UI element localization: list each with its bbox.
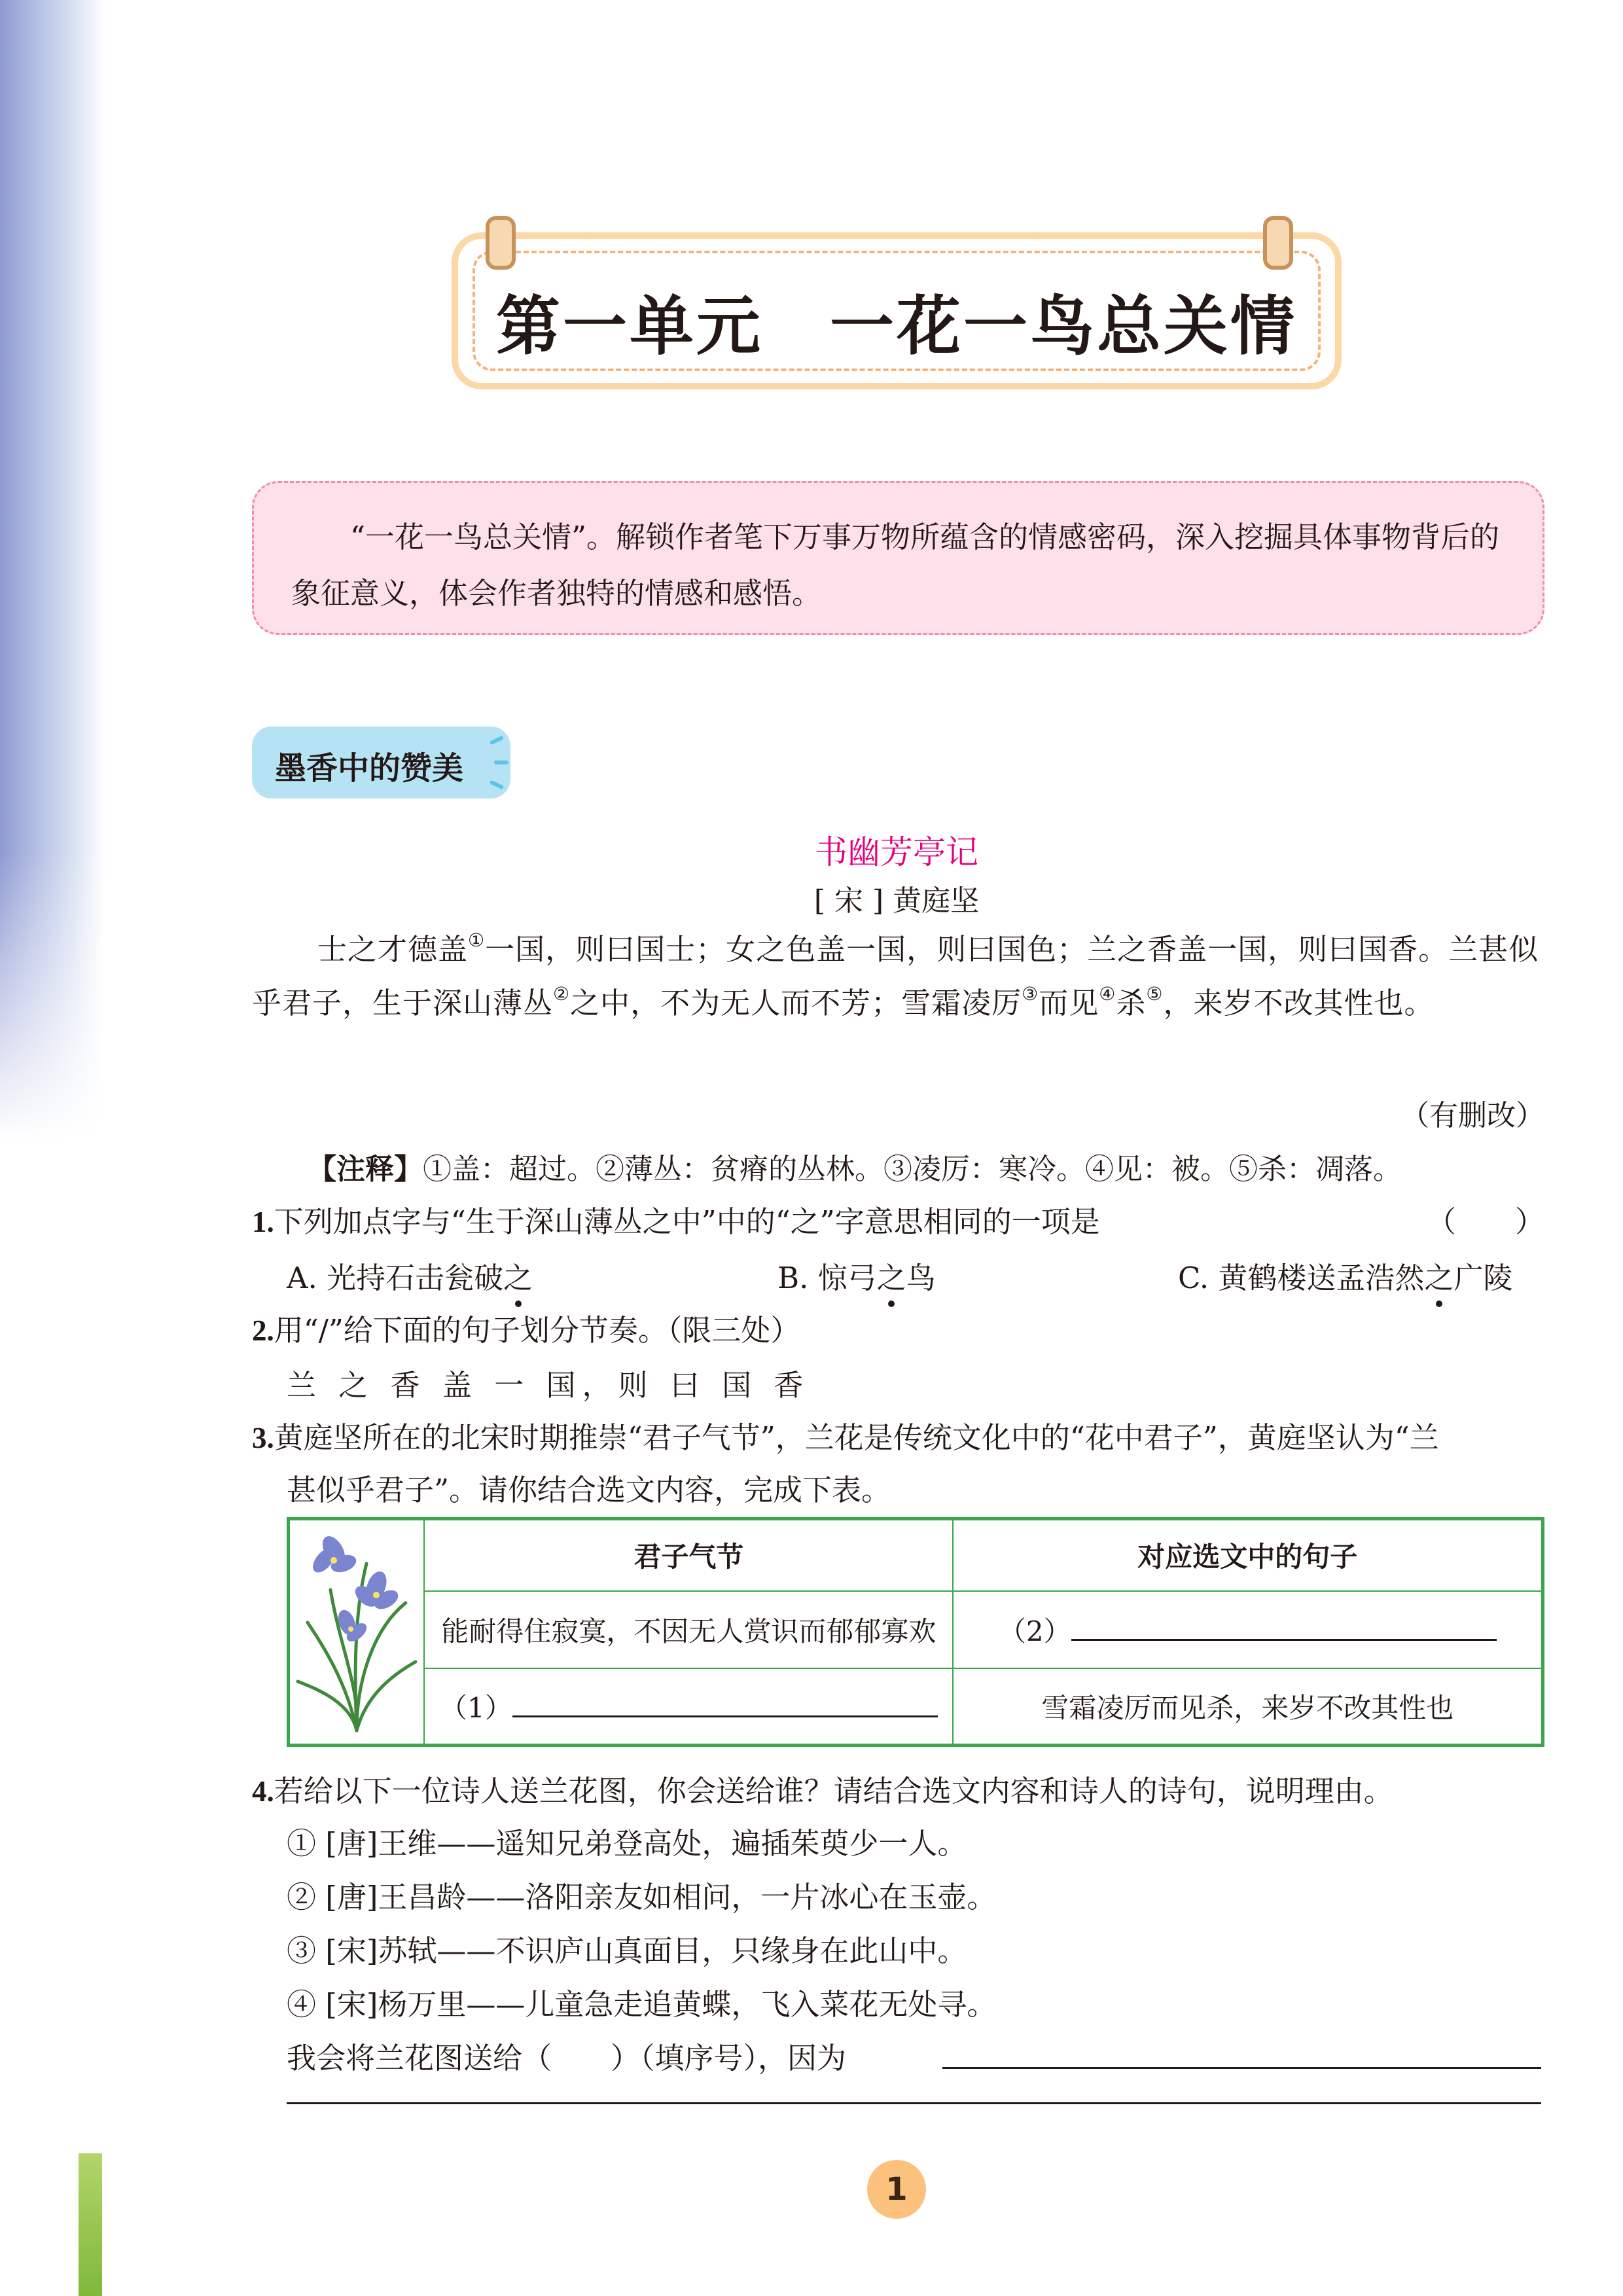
answer-blank-1[interactable] [512, 1689, 938, 1717]
poem-title: 书幽芳亭记 [815, 833, 978, 871]
question-4-option: ④ [宋]杨万里——儿童急走追黄蝶，飞入菜花无处寻。 [287, 1987, 997, 2022]
side-decoration-fade [0, 851, 105, 2296]
paper-clip-icon [1263, 216, 1293, 270]
question-1-option-a: A. 光持石击瓮破之 [287, 1261, 533, 1295]
poem-author: [ 宋 ] 黄庭坚 [813, 884, 980, 918]
table-cell-r1c2: （2） [953, 1591, 1543, 1668]
question-3-cont: 甚似乎君子”。请你结合选文内容，完成下表。 [287, 1473, 891, 1507]
annotations: 【注释】①盖：超过。②薄丛：贫瘠的丛林。③凌厉：寒冷。④见：被。⑤杀：凋落。 [308, 1153, 1402, 1186]
poem-body: 士之才德盖①一国，则曰国士；女之色盖一国，则曰国色；兰之香盖一国，则曰国香。兰甚似乎君子，生于深山薄丛②之中，不为无人而不芳；雪霜凌厉③而见④杀⑤，来岁不改其性也。 [252, 929, 1539, 1020]
answer-line-1[interactable] [942, 2067, 1541, 2069]
question-2: 2.用“/”给下面的句子划分节奏。（限三处） [252, 1313, 800, 1348]
intro-text: “一花一鸟总关情”。解锁作者笔下万事万物所蕴含的情感密码，深入挖掘具体事物背后的象征意义，体会作者独特的情感和感悟。 [291, 520, 1500, 611]
question-4-option: ③ [宋]苏轼——不识庐山真面目，只缘身在此山中。 [287, 1933, 967, 1968]
table-cell-r2c1: （1） [424, 1668, 953, 1746]
question-2-sentence: 兰 之 香 盖 一 国，则 曰 国 香 [287, 1368, 810, 1403]
sparkle-icon [494, 761, 508, 764]
table-header-sentence: 对应选文中的句子 [953, 1519, 1543, 1591]
question-1-option-c: C. 黄鹤楼送孟浩然之广陵 [1178, 1261, 1513, 1295]
answer-table [287, 1517, 1544, 1747]
question-1-option-b: B. 惊弓之鸟 [777, 1261, 936, 1295]
side-green-bar [79, 2153, 102, 2296]
paper-clip-icon [486, 216, 516, 270]
table-cell-r2c2: 雪霜凌厉而见杀，来岁不改其性也 [953, 1668, 1543, 1746]
poem-source-note: （有删改） [1400, 1099, 1544, 1132]
section-tag-label: 墨香中的赞美 [275, 750, 464, 787]
question-3: 3.黄庭坚所在的北宋时期推崇“君子气节”，兰花是传统文化中的“花中君子”，黄庭坚认为“兰 [252, 1420, 1439, 1455]
orchid-icon [294, 1524, 419, 1734]
answer-line-2[interactable] [287, 2102, 1541, 2104]
page-number: 1 [885, 2171, 908, 2208]
question-4-answer-prompt: 我会将兰花图送给（ ）（填序号），因为 [287, 2041, 847, 2075]
table-cell-r1c1: 能耐得住寂寞，不因无人赏识而郁郁寡欢 [424, 1591, 953, 1668]
question-4-option: ② [唐]王昌龄——洛阳亲友如相问，一片冰心在玉壶。 [287, 1880, 997, 1914]
question-1-answer-paren: （ ） [1427, 1204, 1545, 1239]
answer-blank-2[interactable] [1071, 1613, 1497, 1641]
question-4: 4.若给以下一位诗人送兰花图，你会送给谁？请结合选文内容和诗人的诗句，说明理由。 [252, 1774, 1393, 1808]
question-1: 1.下列加点字与“生于深山薄丛之中”中的“之”字意思相同的一项是 [252, 1204, 1100, 1239]
orchid-illustration [289, 1519, 425, 1746]
page-title: 第一单元 一花一鸟总关情 [495, 289, 1297, 364]
question-4-option: ① [唐]王维——遥知兄弟登高处，遍插茱萸少一人。 [287, 1826, 967, 1861]
table-header-virtue: 君子气节 [424, 1519, 953, 1591]
